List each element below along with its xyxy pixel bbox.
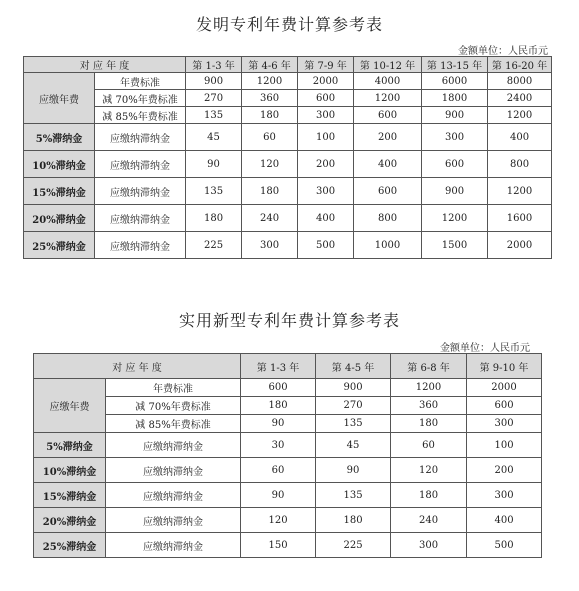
table1-title: 发明专利年费计算参考表 <box>195 15 383 34</box>
fee-row <box>24 107 552 124</box>
fee-value: 135 <box>316 415 391 433</box>
late-fee-row <box>34 458 542 483</box>
late-fee-group-label: 15%滞纳金 <box>34 483 106 508</box>
late-fee-group-label: 20%滞纳金 <box>34 508 106 533</box>
fee-value: 600 <box>467 397 542 415</box>
late-fee-value: 400 <box>488 124 552 151</box>
fee-value: 300 <box>298 107 354 124</box>
column-header: 第 7-9 年 <box>298 57 354 73</box>
fee-value: 8000 <box>488 73 552 90</box>
fee-value: 2400 <box>488 90 552 107</box>
late-fee-value: 90 <box>241 483 316 508</box>
corner-header: 对 应 年 度 <box>34 354 241 379</box>
column-header: 第 13-15 年 <box>422 57 488 73</box>
fee-value: 180 <box>241 397 316 415</box>
fee-row <box>34 415 542 433</box>
late-fee-value: 600 <box>354 178 422 205</box>
late-fee-group-label: 10%滞纳金 <box>34 458 106 483</box>
fee-value: 1200 <box>391 379 467 397</box>
late-fee-value: 60 <box>242 124 298 151</box>
late-fee-group-label: 15%滞纳金 <box>24 178 95 205</box>
table2-title: 实用新型专利年费计算参考表 <box>178 311 400 330</box>
late-fee-value: 30 <box>241 433 316 458</box>
fee-value: 1800 <box>422 90 488 107</box>
fee-row <box>24 90 552 107</box>
late-fee-row <box>34 483 542 508</box>
fee-value: 4000 <box>354 73 422 90</box>
fee-value: 1200 <box>242 73 298 90</box>
fee-value: 270 <box>316 397 391 415</box>
late-fee-value: 200 <box>298 151 354 178</box>
late-fee-value: 200 <box>354 124 422 151</box>
late-fee-row-label: 应缴纳滞纳金 <box>95 232 186 259</box>
late-fee-value: 800 <box>488 151 552 178</box>
table2-unit: 金额单位：人民币元 <box>440 343 530 354</box>
column-header: 第 6-8 年 <box>391 354 467 379</box>
fee-value: 1200 <box>354 90 422 107</box>
fee-value: 2000 <box>467 379 542 397</box>
fee-value: 135 <box>186 107 242 124</box>
late-fee-row <box>24 178 552 205</box>
header-row <box>34 354 542 379</box>
late-fee-value: 400 <box>354 151 422 178</box>
late-fee-group-label: 25%滞纳金 <box>34 533 106 558</box>
column-header: 第 16-20 年 <box>488 57 552 73</box>
late-fee-value: 135 <box>186 178 242 205</box>
fee-row-label: 减 70%年费标准 <box>95 90 186 107</box>
column-header: 第 9-10 年 <box>467 354 542 379</box>
late-fee-value: 1000 <box>354 232 422 259</box>
late-fee-value: 45 <box>316 433 391 458</box>
late-fee-value: 1500 <box>422 232 488 259</box>
late-fee-value: 60 <box>391 433 467 458</box>
fee-value: 6000 <box>422 73 488 90</box>
fee-value: 1200 <box>488 107 552 124</box>
late-fee-value: 180 <box>391 483 467 508</box>
fee-value: 2000 <box>298 73 354 90</box>
late-fee-value: 240 <box>242 205 298 232</box>
column-header: 第 4-6 年 <box>242 57 298 73</box>
corner-header: 对 应 年 度 <box>24 57 186 73</box>
header-row <box>24 57 552 73</box>
late-fee-group-label: 5%滞纳金 <box>24 124 95 151</box>
late-fee-value: 90 <box>316 458 391 483</box>
fee-value: 900 <box>316 379 391 397</box>
late-fee-value: 225 <box>316 533 391 558</box>
late-fee-group-label: 10%滞纳金 <box>24 151 95 178</box>
fee-value: 600 <box>354 107 422 124</box>
late-fee-value: 500 <box>467 533 542 558</box>
late-fee-row <box>34 433 542 458</box>
late-fee-value: 100 <box>298 124 354 151</box>
invention-fee-table <box>23 56 552 259</box>
table1-unit: 金额单位：人民币元 <box>458 46 548 57</box>
fee-row-label: 减 85%年费标准 <box>106 415 241 433</box>
fee-value: 600 <box>298 90 354 107</box>
late-fee-value: 300 <box>242 232 298 259</box>
late-fee-value: 180 <box>186 205 242 232</box>
late-fee-row <box>24 151 552 178</box>
fee-group-label: 应缴年费 <box>34 379 106 433</box>
late-fee-row-label: 应缴纳滞纳金 <box>95 205 186 232</box>
late-fee-value: 90 <box>186 151 242 178</box>
late-fee-value: 120 <box>242 151 298 178</box>
late-fee-row-label: 应缴纳滞纳金 <box>95 124 186 151</box>
late-fee-value: 800 <box>354 205 422 232</box>
fee-value: 360 <box>391 397 467 415</box>
fee-value: 270 <box>186 90 242 107</box>
late-fee-value: 100 <box>467 433 542 458</box>
late-fee-group-label: 20%滞纳金 <box>24 205 95 232</box>
late-fee-value: 500 <box>298 232 354 259</box>
fee-value: 900 <box>422 107 488 124</box>
late-fee-value: 225 <box>186 232 242 259</box>
late-fee-value: 400 <box>467 508 542 533</box>
late-fee-value: 900 <box>422 178 488 205</box>
column-header: 第 4-5 年 <box>316 354 391 379</box>
late-fee-value: 300 <box>391 533 467 558</box>
column-header: 第 10-12 年 <box>354 57 422 73</box>
late-fee-value: 150 <box>241 533 316 558</box>
column-header: 第 1-3 年 <box>186 57 242 73</box>
late-fee-value: 1200 <box>488 178 552 205</box>
late-fee-row-label: 应缴纳滞纳金 <box>106 533 241 558</box>
late-fee-group-label: 25%滞纳金 <box>24 232 95 259</box>
late-fee-value: 300 <box>467 483 542 508</box>
late-fee-row <box>34 508 542 533</box>
late-fee-row-label: 应缴纳滞纳金 <box>106 433 241 458</box>
fee-row-label: 年费标准 <box>106 379 241 397</box>
late-fee-value: 60 <box>241 458 316 483</box>
late-fee-row-label: 应缴纳滞纳金 <box>106 508 241 533</box>
late-fee-row <box>24 205 552 232</box>
utility-model-fee-table <box>33 353 542 558</box>
fee-row <box>34 379 542 397</box>
late-fee-row <box>34 533 542 558</box>
fee-value: 90 <box>241 415 316 433</box>
late-fee-value: 600 <box>422 151 488 178</box>
late-fee-value: 120 <box>391 458 467 483</box>
late-fee-value: 45 <box>186 124 242 151</box>
late-fee-row <box>24 124 552 151</box>
late-fee-value: 240 <box>391 508 467 533</box>
late-fee-value: 200 <box>467 458 542 483</box>
fee-row <box>24 73 552 90</box>
fee-value: 900 <box>186 73 242 90</box>
fee-row-label: 减 70%年费标准 <box>106 397 241 415</box>
late-fee-value: 120 <box>241 508 316 533</box>
late-fee-row-label: 应缴纳滞纳金 <box>95 178 186 205</box>
fee-group-label: 应缴年费 <box>24 73 95 124</box>
late-fee-value: 135 <box>316 483 391 508</box>
column-header: 第 1-3 年 <box>241 354 316 379</box>
late-fee-value: 400 <box>298 205 354 232</box>
late-fee-value: 180 <box>242 178 298 205</box>
late-fee-value: 300 <box>422 124 488 151</box>
late-fee-value: 1200 <box>422 205 488 232</box>
late-fee-row-label: 应缴纳滞纳金 <box>106 458 241 483</box>
late-fee-row <box>24 232 552 259</box>
fee-value: 600 <box>241 379 316 397</box>
fee-value: 300 <box>467 415 542 433</box>
fee-row <box>34 397 542 415</box>
late-fee-value: 1600 <box>488 205 552 232</box>
late-fee-row-label: 应缴纳滞纳金 <box>106 483 241 508</box>
late-fee-value: 180 <box>316 508 391 533</box>
late-fee-value: 2000 <box>488 232 552 259</box>
fee-row-label: 减 85%年费标准 <box>95 107 186 124</box>
fee-row-label: 年费标准 <box>95 73 186 90</box>
late-fee-group-label: 5%滞纳金 <box>34 433 106 458</box>
fee-value: 360 <box>242 90 298 107</box>
fee-value: 180 <box>242 107 298 124</box>
late-fee-value: 300 <box>298 178 354 205</box>
fee-value: 180 <box>391 415 467 433</box>
late-fee-row-label: 应缴纳滞纳金 <box>95 151 186 178</box>
